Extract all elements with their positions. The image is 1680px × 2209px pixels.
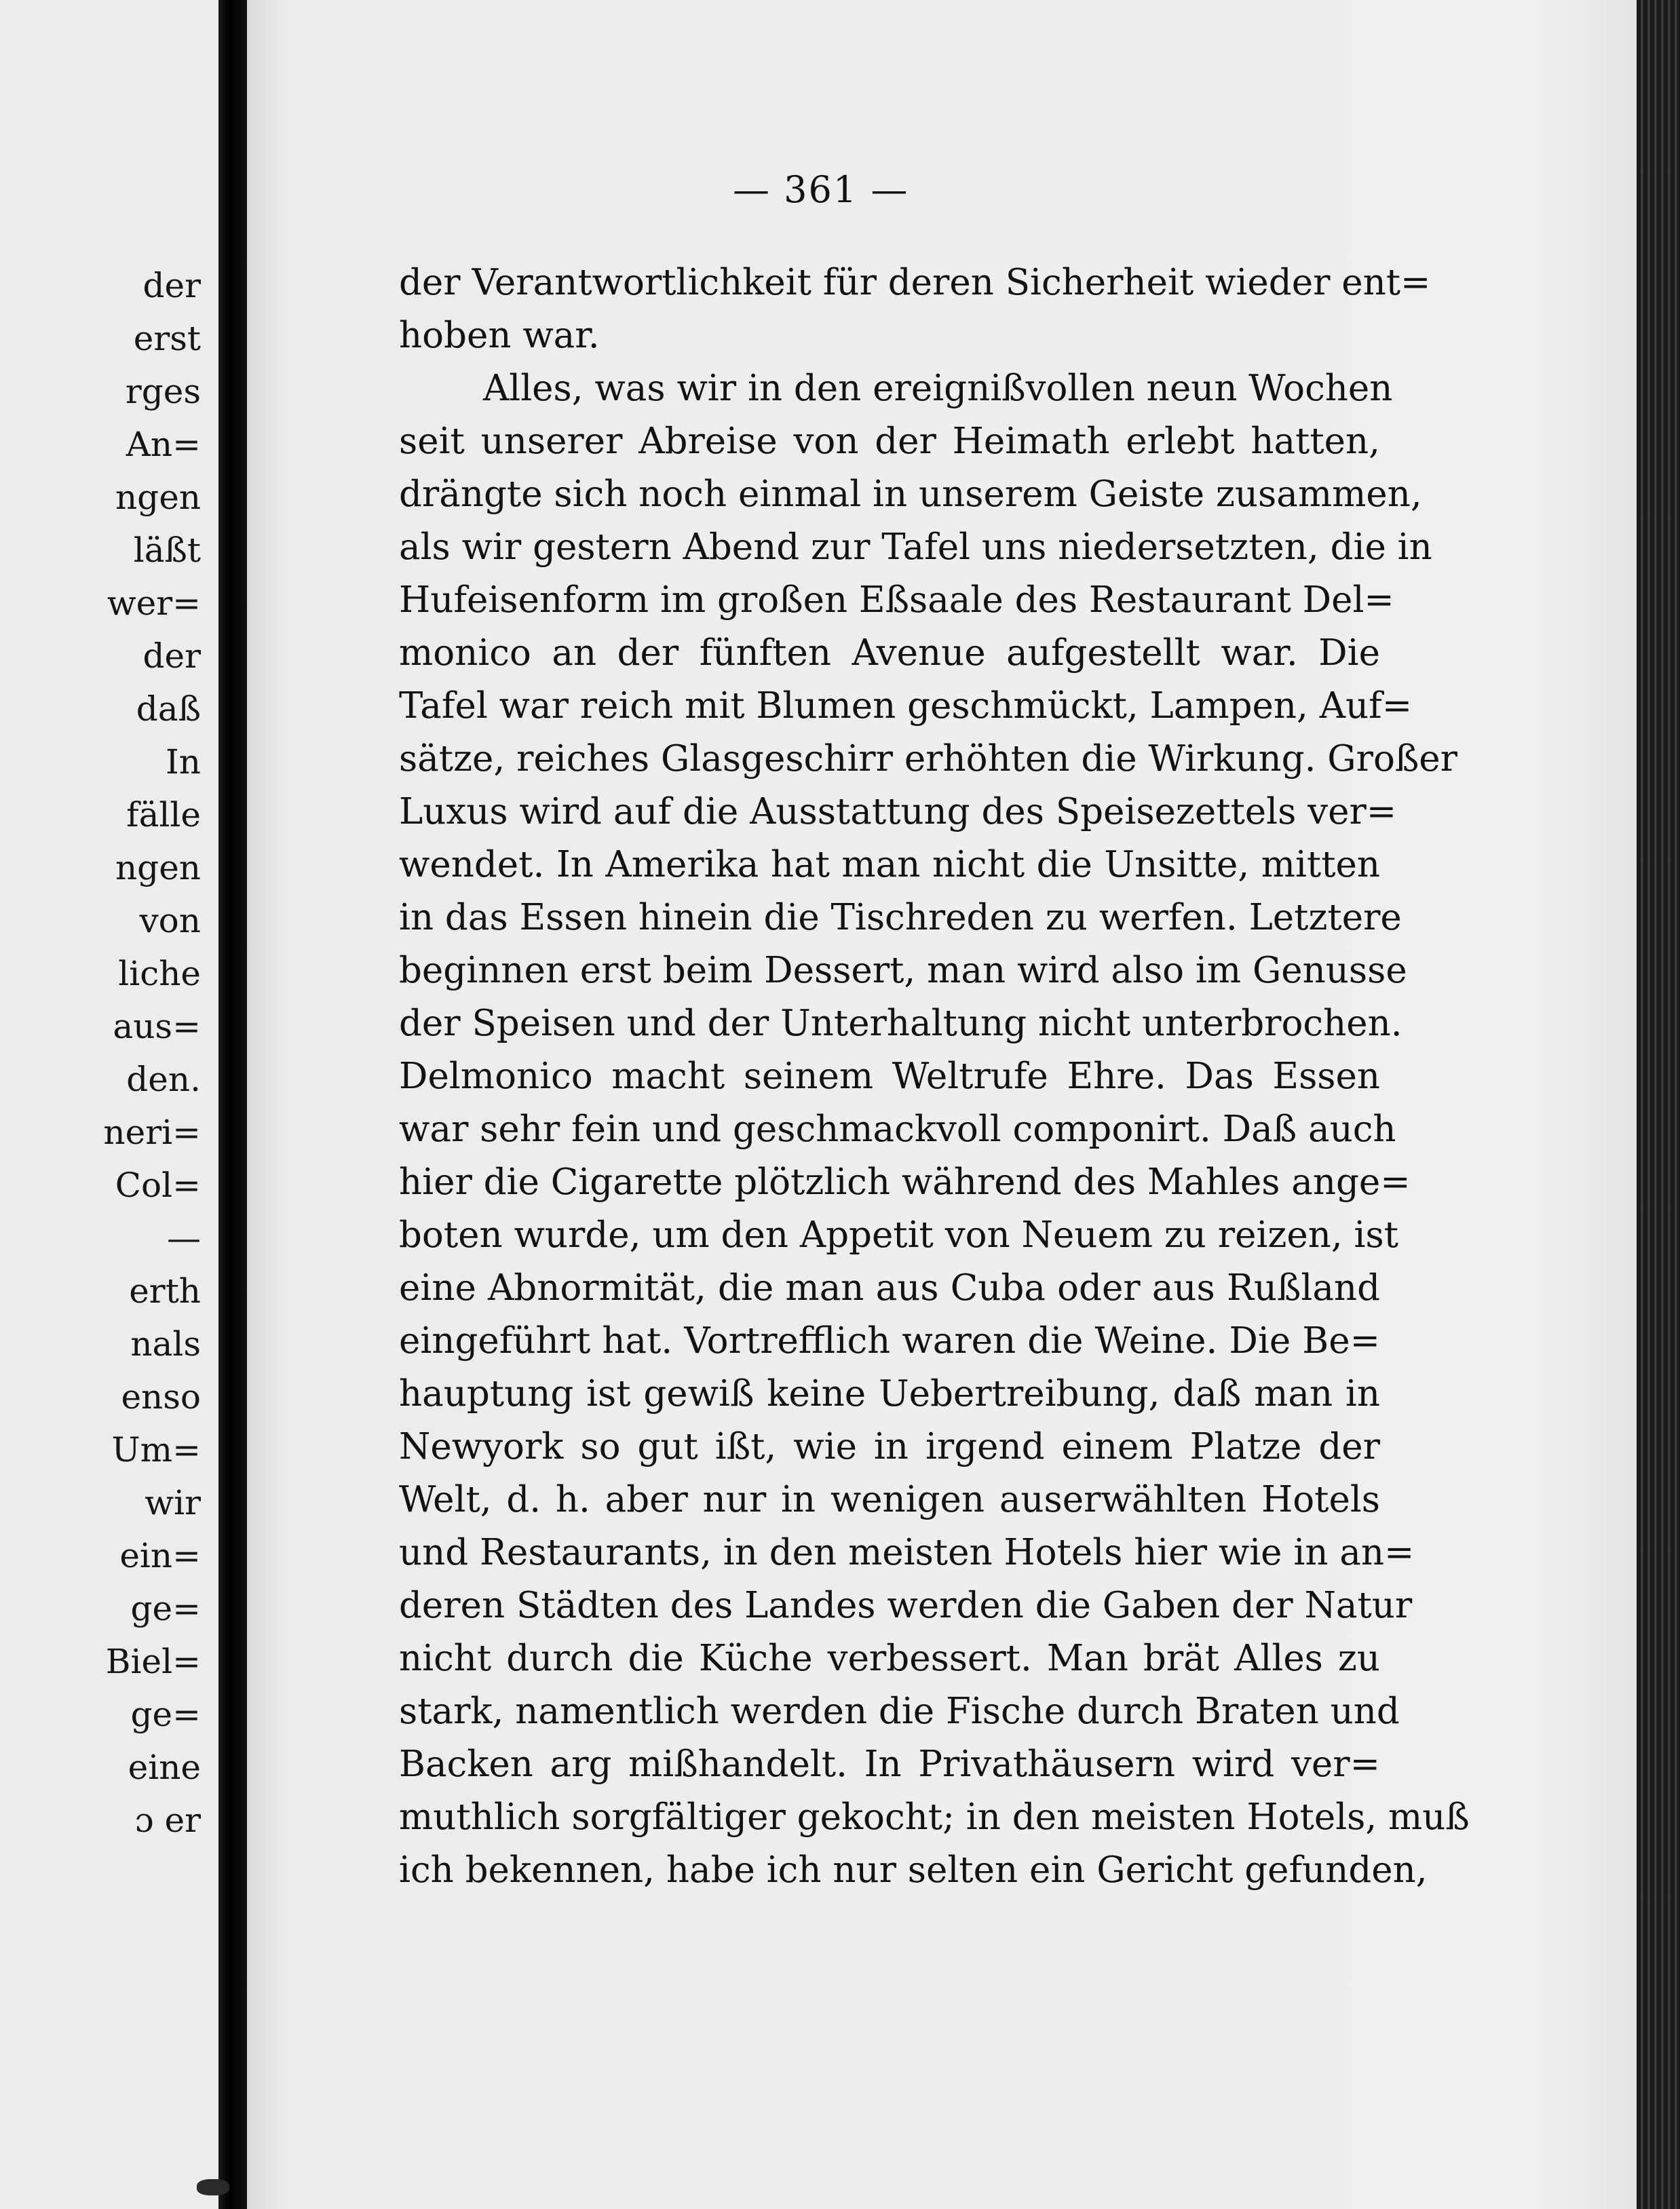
text-line: war sehr fein und geschmackvoll componirt. Daß auch xyxy=(399,1109,1396,1150)
scan-speck xyxy=(197,2179,229,2195)
text-line: eine Abnormität, die man aus Cuba oder aus Rußland xyxy=(399,1267,1380,1309)
page-number: — 361 — xyxy=(733,168,909,211)
text-line: Luxus wird auf die Ausstattung des Speisezettels ver= xyxy=(399,791,1397,832)
text-line: Hufeisenform im großen Eßsaale des Restaurant Del= xyxy=(399,579,1394,621)
text-line: boten wurde, um den Appetit von Neuem zu reizen, ist xyxy=(399,1214,1399,1256)
left-line: daß xyxy=(136,689,201,729)
text-line: nicht durch die Küche verbessert. Man brät Alles zu xyxy=(399,1638,1380,1679)
text-line: sätze, reiches Glasgeschirr erhöhten die Wirkung. Großer xyxy=(399,738,1457,780)
left-line: neri= xyxy=(103,1113,201,1152)
text-line: Newyork so gut ißt, wie in irgend einem Platze der xyxy=(399,1426,1380,1467)
text-line: eingeführt hat. Vortrefflich waren die Weine. Die Be= xyxy=(399,1320,1380,1362)
text-line: stark, namentlich werden die Fische durch Braten und xyxy=(399,1691,1400,1732)
left-line: den. xyxy=(126,1060,201,1099)
text-line: Alles, was wir in den ereignißvollen neun Wochen xyxy=(483,368,1393,409)
page-block-edge xyxy=(1637,0,1680,2209)
left-line: läßt xyxy=(133,531,201,570)
left-line: der xyxy=(142,266,201,305)
left-line: fälle xyxy=(126,795,201,834)
left-line: enso xyxy=(121,1377,201,1417)
left-line: Biel= xyxy=(105,1642,201,1681)
left-line: ge= xyxy=(130,1589,201,1628)
left-line: Um= xyxy=(111,1430,201,1470)
text-line: der Verantwortlichkeit für deren Sicherheit wieder ent= xyxy=(399,262,1431,303)
left-line: erst xyxy=(133,319,201,358)
left-line: An= xyxy=(126,425,201,464)
left-line: Col= xyxy=(115,1166,201,1205)
left-line: erth xyxy=(129,1271,201,1311)
text-line: seit unserer Abreise von der Heimath erlebt hatten, xyxy=(399,421,1380,462)
text-line: und Restaurants, in den meisten Hotels hier wie in an= xyxy=(399,1532,1415,1573)
left-line: — xyxy=(167,1218,201,1258)
left-line: von xyxy=(139,901,201,940)
text-line: Welt, d. h. aber nur in wenigen auserwählten Hotels xyxy=(399,1479,1380,1520)
text-line: als wir gestern Abend zur Tafel uns niedersetzten, die in xyxy=(399,526,1432,568)
left-line: rges xyxy=(125,372,201,411)
text-line: Backen arg mißhandelt. In Privathäusern wird ver= xyxy=(399,1744,1380,1785)
text-line: ich bekennen, habe ich nur selten ein Gericht gefunden, xyxy=(399,1849,1428,1891)
left-line: wer= xyxy=(107,583,201,623)
text-line: drängte sich noch einmal in unserem Geiste zusammen, xyxy=(399,474,1422,515)
text-line: Delmonico macht seinem Weltrufe Ehre. Das Essen xyxy=(399,1056,1380,1097)
left-line: In xyxy=(166,742,201,782)
left-line: nals xyxy=(130,1324,201,1364)
left-line: aus= xyxy=(113,1007,201,1046)
left-line: ge= xyxy=(130,1695,201,1734)
left-line: liche xyxy=(118,954,201,993)
left-line: ngen xyxy=(115,478,201,517)
left-line: ngen xyxy=(115,848,201,887)
left-line: ɔ er xyxy=(134,1801,201,1840)
text-line: hoben war. xyxy=(399,315,600,356)
left-page xyxy=(0,0,218,2209)
text-line: der Speisen und der Unterhaltung nicht unterbrochen. xyxy=(399,1003,1402,1044)
text-line: Tafel war reich mit Blumen geschmückt, Lampen, Auf= xyxy=(399,685,1413,727)
text-line: deren Städten des Landes werden die Gaben der Natur xyxy=(399,1585,1413,1626)
text-line: monico an der fünften Avenue aufgestellt war. Die xyxy=(399,632,1380,674)
text-line: hauptung ist gewiß keine Uebertreibung, daß man in xyxy=(399,1373,1380,1415)
left-line: ein= xyxy=(119,1536,201,1575)
text-line: muthlich sorgfältiger gekocht; in den meisten Hotels, muß xyxy=(399,1797,1470,1838)
book-gutter xyxy=(218,0,247,2209)
text-line: in das Essen hinein die Tischreden zu werfen. Letztere xyxy=(399,897,1402,938)
text-line: hier die Cigarette plötzlich während des Mahles ange= xyxy=(399,1161,1411,1203)
text-line: wendet. In Amerika hat man nicht die Unsitte, mitten xyxy=(399,844,1380,885)
left-line: der xyxy=(142,636,201,676)
left-line: eine xyxy=(128,1748,201,1787)
text-line: beginnen erst beim Dessert, man wird also im Genusse xyxy=(399,950,1407,991)
left-line: wir xyxy=(145,1483,201,1522)
